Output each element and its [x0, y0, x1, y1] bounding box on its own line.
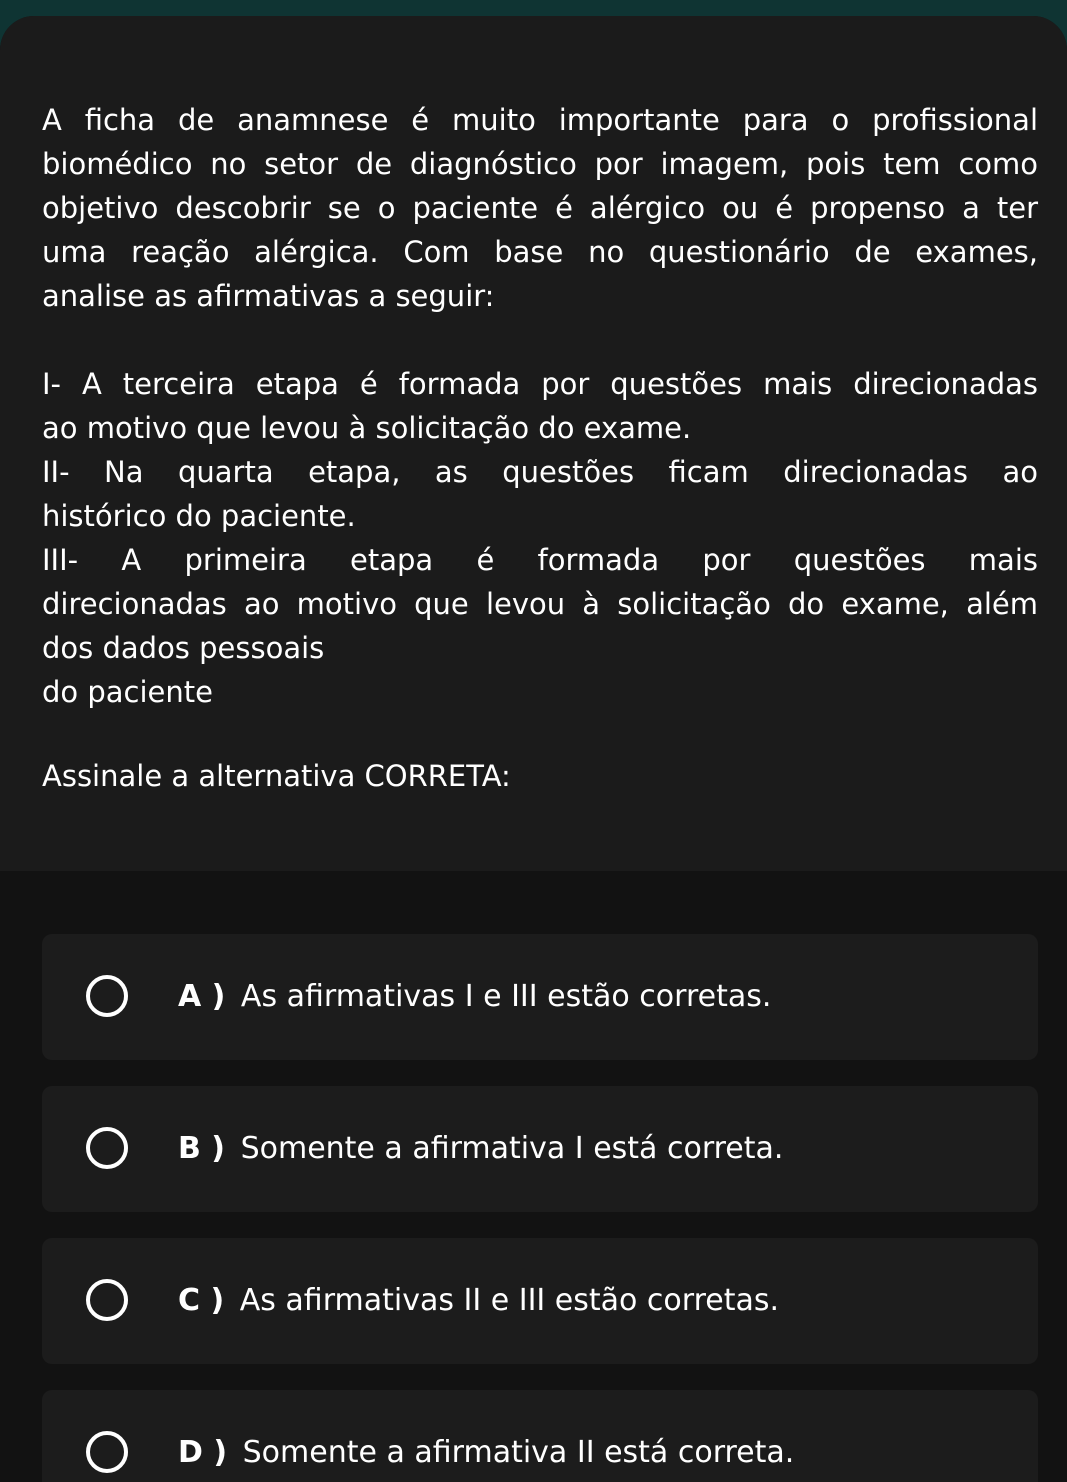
statement-line-4: histórico do paciente.: [42, 499, 356, 533]
question-intro-line-2: biomédico no setor de diagnóstico por imagem, pois tem como: [42, 147, 1038, 181]
statement-line-3: II- Na quarta etapa, as questões ficam direcionadas ao: [42, 455, 1038, 489]
statement-line-2: ao motivo que levou à solicitação do exame.: [42, 411, 692, 445]
option-label: As afirmativas II e III estão corretas.: [239, 1283, 780, 1318]
radio-unchecked-icon[interactable]: [86, 1431, 128, 1473]
question-intro-line-4: uma reação alérgica. Com base no questionário de exames,: [42, 235, 1038, 269]
radio-unchecked-icon[interactable]: [86, 1279, 128, 1321]
option-d[interactable]: [42, 1390, 1038, 1482]
option-letter: B ): [178, 1131, 226, 1166]
statement-line-7: dos dados pessoais: [42, 631, 325, 665]
option-label: Somente a afirmativa II está correta.: [242, 1435, 795, 1470]
question-prompt: Assinale a alternativa CORRETA:: [42, 759, 511, 793]
question-intro-line-3: objetivo descobrir se o paciente é alérgico ou é propenso a ter: [42, 191, 1038, 225]
statement-line-1: I- A terceira etapa é formada por questões mais direcionadas: [42, 367, 1038, 401]
statement-line-6: direcionadas ao motivo que levou à solicitação do exame, além: [42, 587, 1038, 621]
option-a[interactable]: [42, 934, 1038, 1060]
option-label: As afirmativas I e III estão corretas.: [240, 979, 772, 1014]
question-intro-line-1: A ficha de anamnese é muito importante para o profissional: [42, 103, 1038, 137]
option-letter: C ): [178, 1283, 225, 1318]
radio-unchecked-icon[interactable]: [86, 975, 128, 1017]
statement-line-5: III- A primeira etapa é formada por questões mais: [42, 543, 1038, 577]
option-letter: D ): [178, 1435, 228, 1470]
question-intro-line-5: analise as afirmativas a seguir:: [42, 279, 495, 313]
option-b[interactable]: [42, 1086, 1038, 1212]
radio-unchecked-icon[interactable]: [86, 1127, 128, 1169]
option-c[interactable]: [42, 1238, 1038, 1364]
statement-line-8: do paciente: [42, 675, 213, 709]
question-panel: [0, 16, 1067, 871]
option-label: Somente a afirmativa I está correta.: [240, 1131, 784, 1166]
option-letter: A ): [178, 979, 226, 1014]
question-card: [0, 16, 1067, 1482]
